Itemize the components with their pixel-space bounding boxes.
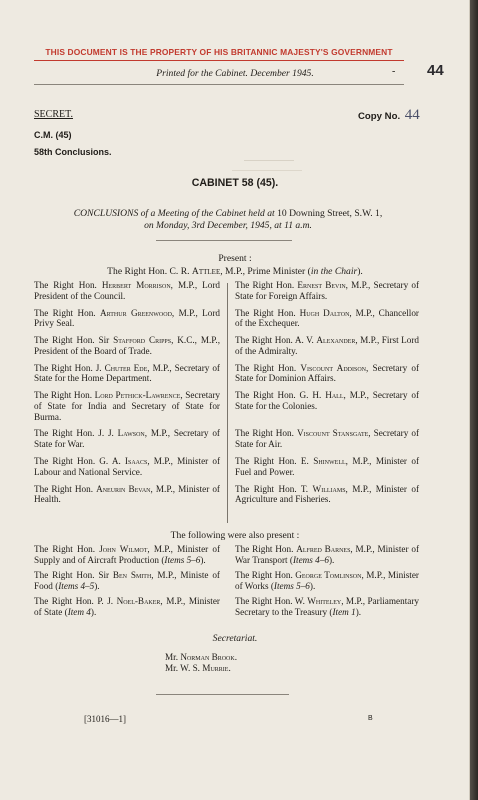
- entry-suffix: , M.P., Lord Privy Seal.: [34, 307, 220, 329]
- entry-suffix: , Secretary of State for Dominion Affairs.: [235, 362, 420, 384]
- entry-prefix: The Right Hon.: [235, 570, 296, 581]
- entry-items: Items 4–5: [58, 580, 95, 591]
- secretariat-name: Murrie: [202, 663, 229, 673]
- entry-suffix: , Secretary of State for Air.: [235, 428, 420, 450]
- faint-mark: [232, 170, 302, 171]
- entry-name: Ben Smith: [112, 570, 152, 581]
- attendee-entry: [235, 363, 419, 384]
- entry-name: John Wilmot: [99, 544, 148, 554]
- entry-prefix: The Right Hon.: [235, 280, 298, 290]
- secretariat-label: Secretariat.: [212, 633, 258, 644]
- entry-close: ).: [328, 554, 335, 565]
- also-present-entry: [235, 570, 419, 591]
- entry-prefix: The Right Hon. Sir: [34, 335, 114, 346]
- entry-name: Hugh Dalton: [299, 307, 350, 318]
- entry-name: Chuter Ede: [104, 362, 148, 373]
- entry-name: Arthur Greenwood: [99, 307, 172, 318]
- entry-items: Item 4: [67, 606, 91, 617]
- also-present-label: The following were also present :: [170, 530, 300, 541]
- entry-suffix: , M.P., Secretary of State for Foreign Affairs.: [235, 280, 419, 301]
- copy-number-block: [358, 107, 420, 124]
- cm-reference: C.M. (45): [34, 130, 72, 140]
- also-present-list: [34, 544, 419, 623]
- entry-close: ).: [355, 606, 362, 617]
- entry-close: ).: [94, 580, 100, 591]
- printed-for-line: Printed for the Cabinet. December 1945.: [156, 68, 314, 79]
- footer-code: [31016—1]: [84, 714, 126, 724]
- meeting-description: [28, 208, 428, 232]
- entry-suffix: , M.P., Ministe of Food (: [34, 570, 220, 591]
- entry-name: George Tomlinson: [295, 570, 362, 581]
- section-rule: [156, 240, 292, 241]
- entry-prefix: The Right Hon.: [235, 428, 297, 439]
- entry-suffix: , M.P., Secretary of State for War.: [34, 428, 220, 450]
- pm-role: in the Chair: [310, 266, 358, 277]
- entry-prefix: The Right Hon.: [34, 280, 102, 290]
- entry-prefix: The Right Hon.: [34, 390, 95, 401]
- entry-suffix: , M.P., Minister of Supply and of Aircraft Production (: [34, 544, 221, 565]
- attendee-entry: [34, 428, 220, 449]
- also-present-entry: [34, 570, 220, 591]
- entry-prefix: The Right Hon.: [34, 307, 100, 318]
- entry-prefix: The Right Hon. T.: [235, 483, 313, 494]
- present-label: Present :: [218, 253, 252, 264]
- entry-items: Items 4–6: [292, 554, 329, 565]
- secretariat-member: [165, 663, 231, 673]
- stamped-number: 44: [427, 62, 444, 79]
- entry-name: Herbert Morrison: [101, 280, 171, 290]
- attendee-entry: [34, 484, 220, 505]
- entry-name: Ernest Bevin: [297, 280, 346, 290]
- pm-suffix: , M.P., Prime Minister (: [220, 266, 311, 277]
- attendee-entry: [235, 428, 419, 449]
- entry-prefix: The Right Hon. J. J.: [34, 428, 118, 439]
- attendee-entry: [34, 280, 220, 301]
- copy-label: Copy No.: [358, 111, 401, 122]
- meeting-line2: on Monday, 3rd December, 1945, at 11 a.m.: [144, 220, 312, 231]
- entry-suffix: , M.P., Minister of Fuel and Power.: [235, 456, 420, 477]
- entry-name: Williams: [312, 483, 346, 494]
- prime-minister-line: [0, 266, 470, 277]
- attendee-entry: [235, 335, 419, 356]
- entry-name: Alfred Barnes: [296, 544, 351, 554]
- entry-suffix: , M.P., Minister of War Transport (: [235, 544, 420, 565]
- entry-name: Aneurin Bevan: [96, 483, 151, 494]
- stamp-dash: -: [392, 66, 396, 77]
- entry-suffix: , M.P., Secretary of State for the Colonies.: [235, 390, 420, 411]
- entry-name: Viscount Stansgate: [296, 428, 369, 439]
- also-present-entry: [235, 544, 419, 565]
- entry-name: Shinwell: [313, 456, 346, 467]
- entry-items: Item 1: [332, 606, 356, 617]
- entry-prefix: The Right Hon. E.: [235, 456, 314, 467]
- entry-name: Whiteley: [307, 596, 342, 607]
- secretariat-suffix: .: [234, 652, 238, 662]
- attendee-entry: [34, 390, 220, 422]
- entry-suffix: , M.P., Lord President of the Council.: [34, 280, 220, 301]
- also-present-entry: [34, 544, 220, 565]
- entry-close: ).: [90, 606, 97, 617]
- header-rule: [34, 84, 404, 85]
- entry-prefix: The Right Hon.: [235, 307, 300, 318]
- entry-name: Stafford Cripps: [113, 335, 172, 346]
- footer-signature-mark: B: [368, 715, 373, 722]
- entry-prefix: The Right Hon. J.: [34, 362, 105, 373]
- pm-prefix: The Right Hon. C. R.: [107, 266, 192, 277]
- entry-name: Hall: [325, 390, 344, 401]
- entry-suffix: , M.P., First Lord of the Admiralty.: [235, 335, 420, 356]
- also-present-entry: [34, 596, 220, 617]
- entry-suffix: , M.P., Minister of Health.: [34, 483, 220, 505]
- entry-prefix: The Right Hon.: [235, 544, 297, 554]
- entry-close: ).: [200, 554, 206, 565]
- secretariat-suffix: .: [228, 663, 231, 673]
- entry-name: Lawson: [117, 428, 145, 439]
- entry-prefix: The Right Hon. G. H.: [235, 390, 326, 401]
- pm-close: ).: [357, 266, 363, 277]
- attendee-entry: [34, 456, 220, 477]
- entry-name: Noel-Baker: [116, 596, 161, 607]
- entry-close: ).: [309, 580, 316, 591]
- meeting-line1-italic: CONCLUSIONS of a Meeting of the Cabinet held at: [73, 208, 275, 219]
- meeting-address: 10 Downing Street, S.W. 1,: [274, 208, 383, 219]
- property-banner: THIS DOCUMENT IS THE PROPERTY OF HIS BRITANNIC MAJESTY'S GOVERNMENT: [45, 47, 393, 57]
- entry-prefix: The Right Hon.: [34, 544, 100, 554]
- secret-label: SECRET.: [34, 109, 73, 120]
- copy-number: 44: [404, 107, 420, 123]
- entry-name: Viscount Addison: [300, 362, 366, 373]
- entry-name: Lord Pethick-Lawrence: [94, 390, 181, 401]
- entry-items: Items 5–6: [273, 580, 310, 591]
- conclusions-reference: 58th Conclusions.: [34, 147, 112, 157]
- entry-items: Items 5–6: [164, 554, 201, 565]
- entry-suffix: , M.P., Secretary of State for the Home Department.: [34, 362, 220, 384]
- attendee-entry: [235, 280, 419, 301]
- secretariat-member: [165, 652, 237, 662]
- secretariat-name: Norman Brook: [180, 652, 235, 662]
- attendee-entry: [235, 308, 419, 329]
- pm-name: Attlee: [191, 266, 221, 277]
- bottom-rule: [156, 694, 289, 695]
- attendee-entry: [235, 484, 419, 505]
- entry-prefix: The Right Hon. Sir: [34, 570, 113, 581]
- attendee-entry: [34, 363, 220, 384]
- faint-mark: [244, 160, 294, 161]
- attendees-list: [34, 280, 419, 511]
- entry-name: Alexander: [316, 335, 356, 346]
- entry-suffix: , M.P., Minister of State (: [34, 596, 220, 617]
- banner-underline: [34, 60, 404, 61]
- attendee-entry: [34, 308, 220, 329]
- secretariat-prefix: Mr.: [165, 652, 181, 662]
- entry-suffix: , M.P., Minister of Works (: [235, 570, 419, 591]
- entry-suffix: , M.P., Parliamentary Secretary to the Treasury (: [235, 596, 419, 617]
- attendee-entry: [235, 456, 419, 477]
- secretariat-prefix: Mr. W. S.: [165, 663, 203, 673]
- attendee-entry: [235, 390, 419, 422]
- also-present-entry: [235, 596, 419, 617]
- entry-suffix: , M.P., Chancellor of the Exchequer.: [235, 307, 419, 329]
- entry-prefix: The Right Hon. A. V.: [235, 335, 317, 346]
- cabinet-title: CABINET 58 (45).: [191, 177, 279, 189]
- attendee-entry: [34, 335, 220, 356]
- entry-suffix: , M.P., Minister of Agriculture and Fisheries.: [235, 483, 420, 505]
- entry-prefix: The Right Hon.: [34, 483, 97, 494]
- entry-prefix: The Right Hon.: [235, 362, 301, 373]
- entry-prefix: The Right Hon. W.: [235, 596, 308, 607]
- page-edge: [470, 0, 478, 800]
- entry-suffix: , Secretary of State for India and Secretary of State for Burma.: [34, 390, 220, 422]
- entry-name: Isaacs: [124, 456, 148, 467]
- entry-suffix: , K.C., M.P., President of the Board of Trade.: [34, 335, 220, 356]
- entry-prefix: The Right Hon. G. A.: [34, 456, 125, 467]
- entry-suffix: , M.P., Minister of Labour and National Service.: [34, 456, 221, 477]
- entry-prefix: The Right Hon. P. J.: [34, 596, 117, 607]
